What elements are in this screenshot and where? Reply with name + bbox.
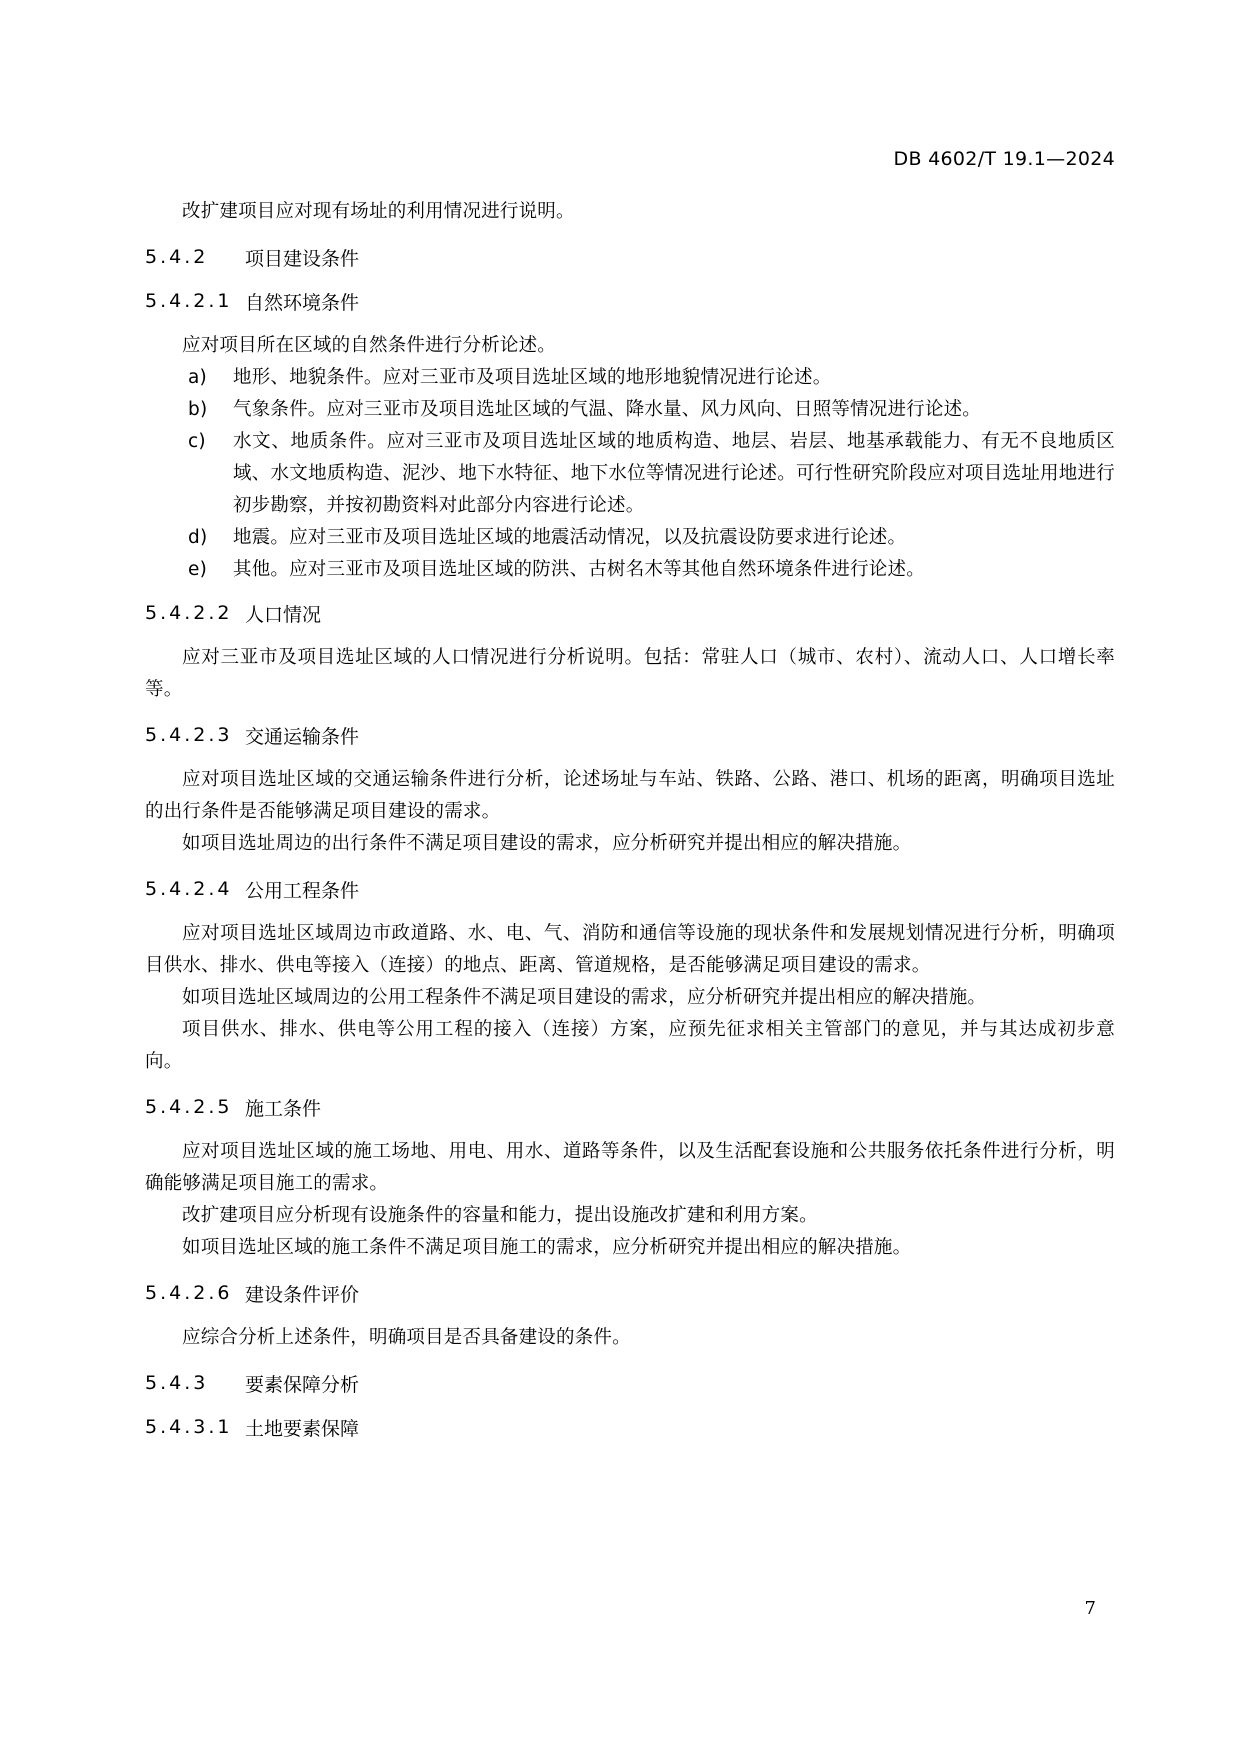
list-item [145,362,1115,394]
section-number: 5.4.3 [145,1372,209,1394]
section-heading-5-4-2-4 [145,874,1115,904]
list-item-label: b) [188,399,208,420]
section-number: 5.4.2.2 [145,602,233,624]
list-item-text: 其他。应对三亚市及项目选址区域的防洪、古树名木等其他自然环境条件进行论述。 [233,559,925,580]
paragraph: 应对项目选址区域的施工场地、用电、用水、道路等条件，以及生活配套设施和公共服务依托条件进行分析，明确能够满足项目施工的需求。 [145,1141,1115,1194]
list-item-label: c) [188,431,206,452]
list-item [145,394,1115,426]
list-item-text: 气象条件。应对三亚市及项目选址区域的气温、降水量、风力风向、日照等情况进行论述。 [233,399,982,420]
section-heading-5-4-2-1 [145,286,1115,316]
section-title: 施工条件 [245,1097,322,1120]
section-number: 5.4.2.3 [145,724,233,746]
document-body [145,196,1115,1456]
paragraph: 项目供水、排水、供电等公用工程的接入（连接）方案，应预先征求相关主管部门的意见，并与其达成初步意向。 [145,1019,1115,1072]
section-number: 5.4.2.1 [145,290,233,312]
section-title: 公用工程条件 [245,879,360,902]
paragraph: 应对项目选址区域的交通运输条件进行分析，论述场址与车站、铁路、公路、港口、机场的距离，明确项目选址的出行条件是否能够满足项目建设的需求。 [145,769,1115,822]
list-item [145,522,1115,554]
section-number: 5.4.2.4 [145,878,233,900]
page-number: 7 [1084,1598,1096,1619]
section-title: 要素保障分析 [245,1373,360,1396]
list-item-label: e) [188,559,207,580]
item-list [145,362,1115,586]
section-heading-5-4-2 [145,242,1115,272]
paragraph: 应对三亚市及项目选址区域的人口情况进行分析说明。包括：常驻人口（城市、农村）、流动人口、人口增长率等。 [145,647,1115,700]
section-heading-5-4-3 [145,1368,1115,1398]
list-item [145,426,1115,522]
list-item-text: 地震。应对三亚市及项目选址区域的地震活动情况，以及抗震设防要求进行论述。 [233,527,907,548]
section-heading-5-4-2-5 [145,1092,1115,1122]
section-heading-5-4-3-1 [145,1412,1115,1442]
paragraph: 如项目选址区域周边的公用工程条件不满足项目建设的需求，应分析研究并提出相应的解决措施。 [182,987,987,1008]
section-number: 5.4.3.1 [145,1416,233,1438]
section-number: 5.4.2.5 [145,1096,233,1118]
section-heading-5-4-2-3 [145,720,1115,750]
list-item-text: 水文、地质条件。应对三亚市及项目选址区域的地质构造、地层、岩层、地基承载能力、有无不良地质区域、水文地质构造、泥沙、地下水特征、地下水位等情况进行论述。可行性研究阶段应对项目选址用地进行初步勘察，并按初勘资料对此部分内容进行论述。 [233,431,1115,516]
list-item-label: d) [188,527,208,548]
paragraph: 应对项目选址区域周边市政道路、水、电、气、消防和通信等设施的现状条件和发展规划情况进行分析，明确项目供水、排水、供电等接入（连接）的地点、距离、管道规格，是否能够满足项目建设的需求。 [145,923,1115,976]
section-heading-5-4-2-2 [145,598,1115,628]
section-body [145,918,1115,1078]
section-heading-5-4-2-6 [145,1278,1115,1308]
paragraph: 改扩建项目应对现有场址的利用情况进行说明。 [182,201,575,222]
section-title: 自然环境条件 [245,291,360,314]
section-title: 项目建设条件 [245,247,360,270]
paragraph: 改扩建项目应分析现有设施条件的容量和能力，提出设施改扩建和利用方案。 [182,1205,818,1226]
section-number: 5.4.2.6 [145,1282,233,1304]
paragraph: 应对项目所在区域的自然条件进行分析论述。 [182,335,557,356]
section-title: 人口情况 [245,603,322,626]
list-item [145,554,1115,586]
list-item-label: a) [188,367,207,388]
section-body [145,764,1115,860]
section-body [145,642,1115,706]
section-body [145,1322,1115,1354]
paragraph: 如项目选址周边的出行条件不满足项目建设的需求，应分析研究并提出相应的解决措施。 [182,833,912,854]
document-id: DB 4602/T 19.1—2024 [893,148,1115,170]
section-body [145,1136,1115,1264]
section-title: 土地要素保障 [245,1417,360,1440]
section-title: 建设条件评价 [245,1283,360,1306]
section-number: 5.4.2 [145,246,209,268]
section-title: 交通运输条件 [245,725,360,748]
list-item-text: 地形、地貌条件。应对三亚市及项目选址区域的地形地貌情况进行论述。 [233,367,832,388]
paragraph: 应综合分析上述条件，明确项目是否具备建设的条件。 [182,1327,631,1348]
paragraph: 如项目选址区域的施工条件不满足项目施工的需求，应分析研究并提出相应的解决措施。 [182,1237,912,1258]
